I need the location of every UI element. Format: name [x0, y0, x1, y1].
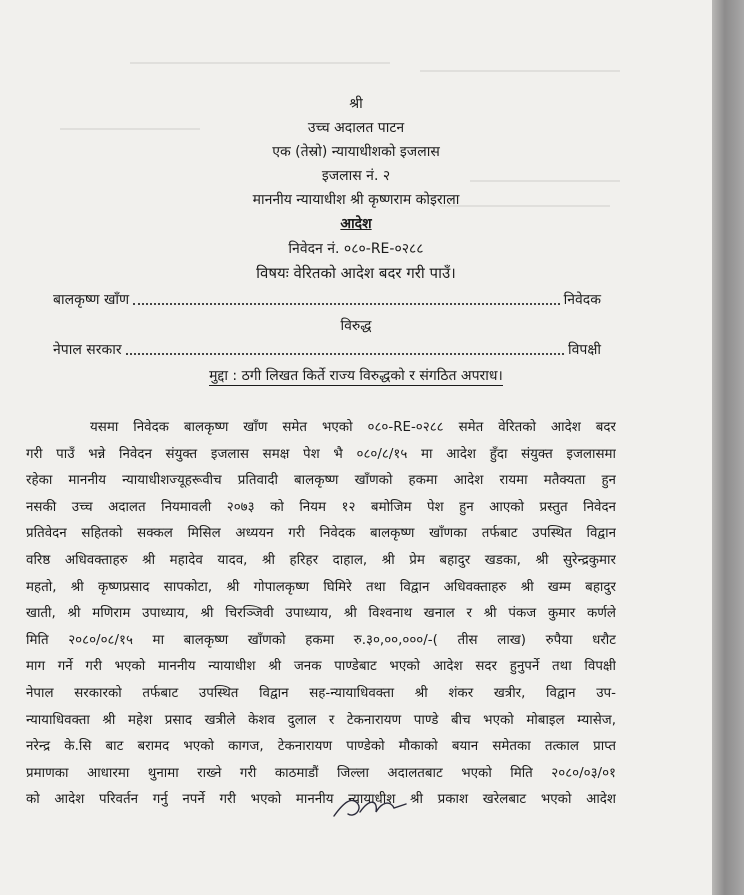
order-body — [26, 415, 616, 814]
bleed-through-mark — [130, 62, 390, 64]
bench-name: एक (तेस्रो) न्यायाधीशको इजलास — [272, 144, 440, 160]
body-line: माग गर्ने गरी भएको माननीय न्यायाधीश श्री जनक पाण्डेबाट भएको आदेश सदर हुनुपर्ने तथा विपक्षी — [26, 659, 616, 675]
case-subject — [0, 366, 712, 385]
body-line: नरेन्द्र के.सि बाट बरामद भएको कागज, टेकनारायण पाण्डेको मौकाको बयान समेतका तत्काल प्राप्त — [26, 739, 616, 755]
body-line: खाती, श्री मणिराम उपाध्याय, श्री चिरञ्जिवी उपाध्याय, श्री विश्वनाथ खनाल र श्री पंकज कुमार कर्णले — [26, 606, 616, 622]
body-line: यसमा निवेदक बालकृष्ण खाँण समेत भएको ०८०-RE-०२८८ समेत वेरितको आदेश बदर — [90, 420, 616, 435]
respondent-row — [53, 340, 601, 359]
body-line: को आदेश परिवर्तन गर्नु नपर्ने गरी भएको माननीय न्यायाधीश श्री प्रकाश खरेलबाट भएको आदेश — [26, 792, 616, 808]
bleed-through-mark — [420, 70, 620, 72]
court-name: उच्च अदालत पाटन — [307, 120, 405, 136]
body-line: नेपाल सरकारको तर्फबाट उपस्थित विद्वान सह-न्यायाधिवक्ता श्री शंकर खत्रीर, विद्वान उप- — [26, 685, 616, 701]
bench-number: इजलास नं. २ — [321, 168, 391, 184]
body-line: गरी पाउँ भन्ने निवेदन संयुक्त इजलास समक्ष पेश भै ०८०/८/१५ मा आदेश हुँदा संयुक्त इजलासमा — [26, 446, 616, 462]
judge-name: माननीय न्यायाधीश श्री कृष्णराम कोइराला — [252, 192, 460, 208]
body-line: वरिष्ठ अधिवक्ताहरु श्री महादेव यादव, श्री हरिहर दाहाल, श्री प्रेम बहादुर खडका, श्री सुरेन्द्रकुमार — [26, 552, 616, 568]
dotted-leader — [126, 352, 564, 355]
handwritten-initials — [330, 790, 410, 824]
header-shri: श्री — [349, 96, 363, 112]
body-line: प्रतिवेदन सहितको सक्कल मिसिल अध्ययन गरी निवेदक बालकृष्ण खाँणका तर्फबाट उपस्थित विद्वान — [26, 526, 616, 542]
body-line: मिति २०८०/०८/१५ मा बालकृष्ण खाँणको हकमा रु.३०,००,०००/-( तीस लाख) रुपैया धरौट — [26, 632, 616, 648]
order-title: आदेश — [340, 216, 372, 232]
versus-label: विरुद्ध — [340, 318, 372, 334]
case-subject-text: मुद्दा : ठगी लिखत किर्ते राज्य विरुद्धको र संगठित अपराध। — [209, 368, 503, 384]
petitioner-name: बालकृष्ण खाँण — [53, 292, 130, 308]
petition-number: निवेदन नं. ०८०-RE-०२८८ — [288, 241, 424, 257]
body-line: प्रमाणका आधारमा थुनामा राख्ने गरी काठमाडौं जिल्ला अदालतबाट भएको मिति २०८०/०३/०१ — [26, 765, 616, 781]
body-line: नसकी उच्च अदालत नियमावली २०७३ को नियम १२ बमोजिम पेश हुन आएको प्रस्तुत निवेदन — [26, 499, 616, 515]
subject-line: विषयः वेरितको आदेश बदर गरी पाउँ। — [256, 264, 456, 282]
petitioner-row — [53, 290, 601, 309]
respondent-role: विपक्षी — [567, 342, 601, 358]
body-line: महतो, श्री कृष्णप्रसाद सापकोटा, श्री गोपालकृष्ण घिमिरे तथा विद्वान अधिवक्ताहरु श्री खम्म बहादुर — [26, 579, 616, 595]
body-line: न्यायाधिवक्ता श्री महेश प्रसाद खत्रीले केशव दुलाल र टेकनारायण पाण्डे बीच भएको मोबाइल म्यासेज, — [26, 712, 616, 728]
dotted-leader — [133, 302, 559, 305]
respondent-name: नेपाल सरकार — [53, 342, 122, 358]
body-line: रहेका माननीय न्यायाधीशज्यूहरूवीच प्रतिवादी बालकृष्ण खाँणको हकमा आदेश रायमा मतैक्यता हुन — [26, 473, 616, 489]
page-edge-shadow — [712, 0, 744, 895]
petitioner-role: निवेदक — [563, 292, 601, 308]
